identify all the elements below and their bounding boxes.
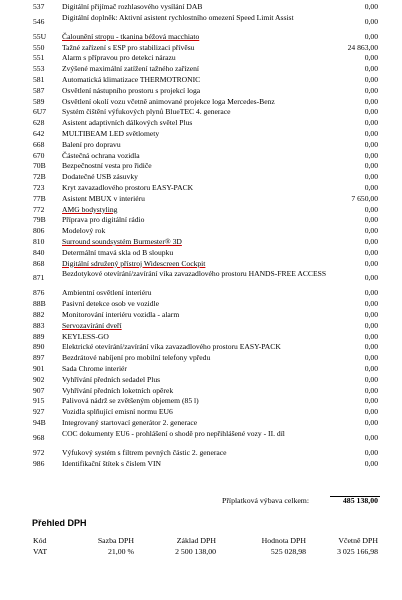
option-code: 88B	[33, 299, 46, 309]
option-price: 0,00	[364, 172, 378, 182]
option-code: 968	[33, 432, 45, 442]
option-code: 901	[33, 364, 45, 373]
option-description: Pasivní detekce osob ve vozidle	[62, 299, 160, 309]
option-description: Tažné zařízení s ESP pro stabilizaci přívěsu	[62, 42, 195, 52]
option-description: Servozavírání dveří	[62, 320, 122, 330]
option-description: Digitální doplněk: Aktivní asistent rychlostního omezení Speed Limit Assist	[62, 12, 294, 22]
option-price: 0,00	[364, 447, 378, 457]
option-price: 7 650,00	[351, 193, 378, 203]
option-code: 915	[33, 396, 45, 406]
option-price: 0,00	[364, 64, 378, 74]
option-description: Asistent MBUX v interiéru	[62, 193, 145, 203]
option-code: 972	[33, 447, 45, 457]
option-code: 871	[33, 273, 45, 283]
vat-rate: 21,00 %	[108, 547, 134, 556]
option-price: 0,00	[364, 288, 378, 298]
vat-header-amount: Hodnota DPH	[261, 536, 306, 545]
option-code: 810	[33, 237, 45, 246]
option-description: Osvětlení okolí vozu včetně animované projekce loga Mercedes-Benz	[62, 96, 275, 106]
option-description: MULTIBEAM LED světlomety	[62, 129, 160, 138]
option-code: 806	[33, 226, 45, 236]
option-code: 882	[33, 310, 45, 319]
option-price: 0,00	[364, 418, 378, 427]
option-description: Asistent adaptivních dálkových světel Plus	[62, 118, 193, 128]
option-code: 723	[33, 183, 45, 192]
option-description: Integrovaný startovací generátor 2. generace	[62, 418, 198, 427]
option-description: Digitální sdružený přístroj Widescreen Cockpit	[62, 258, 206, 268]
option-price: 0,00	[364, 226, 378, 236]
option-description: Výfukový systém s filtrem pevných částic 2. generace	[62, 447, 227, 457]
option-price: 0,00	[364, 331, 378, 341]
option-code: 986	[33, 458, 45, 468]
option-price: 0,00	[364, 139, 378, 149]
option-code: 551	[33, 53, 45, 63]
option-description: Balení pro dopravu	[62, 139, 121, 149]
option-description: Ambientní osvětlení interiéru	[62, 288, 152, 298]
option-code: 537	[33, 2, 45, 11]
option-price: 0,00	[364, 299, 378, 309]
option-description: Dodatečné USB zásuvky	[62, 172, 138, 182]
option-description: Automatická klimatizace THERMOTRONIC	[62, 75, 201, 84]
option-price: 0,00	[364, 320, 378, 330]
total-label: Příplatková výbava celkem:	[222, 496, 310, 505]
option-description: Surround soundsystém Burmester® 3D	[62, 237, 182, 246]
option-code: 907	[33, 385, 45, 395]
option-price: 0,00	[364, 215, 378, 225]
option-code: 670	[33, 150, 45, 160]
option-price: 0,00	[364, 237, 378, 246]
option-price: 0,00	[364, 204, 378, 214]
option-price: 24 863,00	[347, 42, 378, 52]
option-price: 0,00	[364, 96, 378, 106]
option-price: 0,00	[364, 364, 378, 373]
option-price: 0,00	[364, 258, 378, 268]
option-description: Kryt zavazadlového prostoru EASY-PACK	[62, 183, 194, 192]
option-code: 876	[33, 288, 45, 298]
option-code: 840	[33, 247, 45, 257]
option-price: 0,00	[364, 310, 378, 319]
option-code: 668	[33, 139, 45, 149]
option-price: 0,00	[364, 353, 378, 363]
option-description: Monitorování interiéru vozidla - alarm	[62, 310, 180, 319]
option-price: 0,00	[364, 150, 378, 160]
option-code: 883	[33, 320, 45, 330]
option-description: COC dokumenty EU6 - prohlášení o shodě pro nepřihlášené vozy - II. díl	[62, 428, 285, 438]
vat-header-base: Základ DPH	[176, 536, 216, 545]
option-description: Bezpečnostní vesta pro řidiče	[62, 161, 152, 171]
option-code: 77B	[33, 193, 46, 203]
option-price: 0,00	[364, 129, 378, 138]
vat-summary-title: Přehled DPH	[32, 518, 87, 528]
option-price: 0,00	[364, 458, 378, 468]
option-price: 0,00	[364, 247, 378, 257]
option-price: 0,00	[364, 273, 378, 283]
option-description: Vyhřívání předních loketních opěrek	[62, 385, 174, 395]
option-code: 587	[33, 85, 45, 95]
vat-base: 2 500 138,00	[175, 547, 216, 556]
option-code: 902	[33, 374, 45, 384]
option-description: Sada Chrome interiér	[62, 364, 127, 373]
option-description: Bezdrátové nabíjení pro mobilní telefony vpředu	[62, 353, 211, 363]
option-code: 642	[33, 129, 45, 138]
option-description: Čalounění stropu - tkanina béžová macchiato	[62, 31, 200, 41]
option-code: 70B	[33, 161, 46, 171]
option-description: Elektrické otevírání/zavírání víka zavazadlového prostoru EASY-PACK	[62, 342, 281, 352]
option-description: Identifikační štítek s číslem VIN	[62, 458, 161, 468]
option-description: AMG bodystyling	[62, 204, 118, 214]
option-description: Alarm s přípravou pro detekci nárazu	[62, 53, 176, 63]
option-code: 868	[33, 258, 45, 268]
vat-amount: 525 028,98	[270, 547, 306, 556]
option-price: 0,00	[364, 107, 378, 117]
option-description: Digitální přijímač rozhlasového vysílání DAB	[62, 2, 203, 11]
option-code: 927	[33, 407, 45, 417]
option-price: 0,00	[364, 161, 378, 171]
option-code: 772	[33, 204, 45, 214]
option-price: 0,00	[364, 374, 378, 384]
vat-total: 3 025 166,98	[337, 547, 378, 556]
option-code: 6U7	[33, 107, 47, 117]
option-code: 55U	[33, 31, 47, 41]
vat-header-rate: Sazba DPH	[97, 536, 134, 545]
option-price: 0,00	[364, 31, 378, 41]
option-description: Vozidla splňující emisní normu EU6	[62, 407, 173, 417]
option-description: Systém čištění výfukových plynů BlueTEC 4. generace	[62, 107, 231, 117]
option-price: 0,00	[364, 2, 378, 11]
vat-header-total: Včetně DPH	[338, 536, 378, 545]
option-price: 0,00	[364, 407, 378, 417]
option-code: 581	[33, 75, 45, 84]
option-price: 0,00	[364, 396, 378, 406]
option-price: 0,00	[364, 342, 378, 352]
total-value: 485 138,00	[342, 496, 378, 505]
option-price: 0,00	[364, 118, 378, 128]
option-description: Determální tmavá skla od B sloupku	[62, 247, 174, 257]
option-description: Částečná ochrana vozidla	[62, 150, 140, 160]
option-code: 553	[33, 64, 45, 74]
option-description: Příprava pro digitální rádio	[62, 215, 145, 225]
option-code: 890	[33, 342, 45, 352]
option-code: 94B	[33, 418, 46, 427]
option-description: Bezdotykové otevírání/zavírání víka zavazadlového prostoru HANDS-FREE ACCESS	[62, 269, 327, 279]
option-description: Modelový rok	[62, 226, 106, 236]
option-code: 550	[33, 42, 45, 52]
vat-code: VAT	[33, 547, 48, 556]
option-description: Zvýšené maximální zatížení tažného zařízení	[62, 64, 200, 74]
option-price: 0,00	[364, 432, 378, 442]
option-description: KEYLESS-GO	[62, 331, 109, 341]
option-price: 0,00	[364, 16, 378, 26]
option-code: 628	[33, 118, 45, 128]
option-code: 72B	[33, 172, 46, 182]
option-code: 897	[33, 353, 45, 363]
option-code: 889	[33, 331, 45, 341]
option-code: 79B	[33, 215, 46, 225]
option-description: Vyhřívání předních sedadel Plus	[62, 374, 161, 384]
option-price: 0,00	[364, 85, 378, 95]
option-code: 589	[33, 96, 45, 106]
option-price: 0,00	[364, 53, 378, 63]
option-price: 0,00	[364, 385, 378, 395]
option-description: Palivová nádrž se zvětšeným objemem (85 l)	[62, 396, 199, 406]
option-code: 546	[33, 16, 45, 26]
option-price: 0,00	[364, 75, 378, 84]
option-price: 0,00	[364, 183, 378, 192]
option-description: Osvětlení nástupního prostoru s projekcí loga	[62, 85, 201, 95]
vat-header-code: Kód	[33, 536, 47, 545]
